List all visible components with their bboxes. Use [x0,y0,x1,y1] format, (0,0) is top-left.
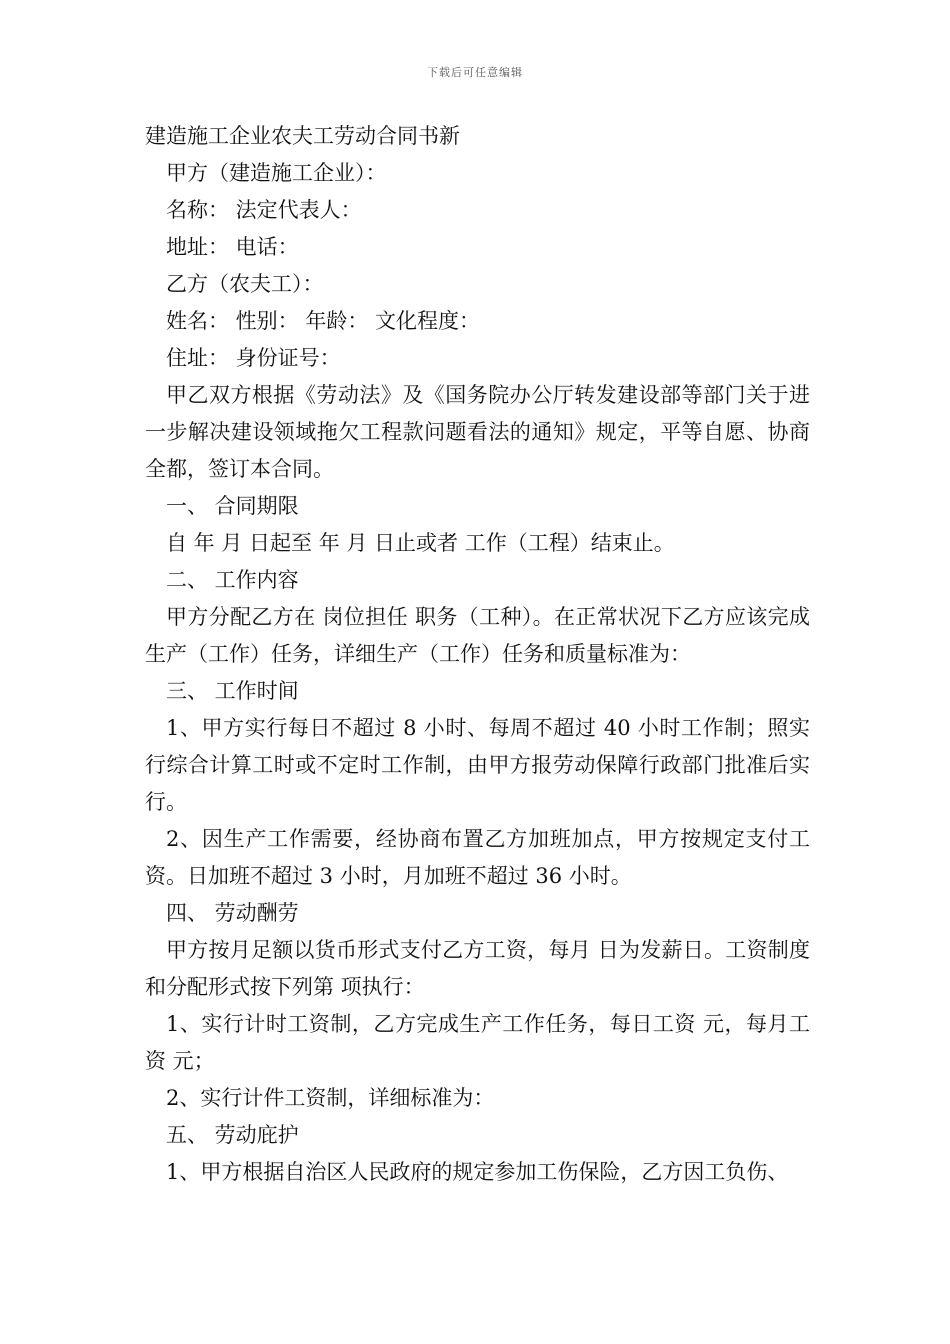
party-a-label: 甲方（建造施工企业）： [166,161,387,185]
section-3-heading: 三、 工作时间 [166,679,299,703]
section-1-heading: 一、 合同期限 [166,494,299,518]
section-4-text: 甲方按月足额以货币形式支付乙方工资，每月 日为发薪日。工资制度和分配形式按下列第 项执行： [145,938,810,999]
party-a-address-line: 地址： 电话： [166,235,299,259]
party-b-info-line: 姓名： 性别： 年龄： 文化程度： [166,309,481,333]
section-4-item-1: 1、实行计时工资制，乙方完成生产工作任务，每日工资 元，每月工资 元； [145,1012,810,1073]
intro-paragraph: 甲乙双方根据《劳动法》及《国务院办公厅转发建设部等部门关于进一步解决建设领域拖欠工程款问题看法的通知》规定，平等自愿、协商全都，签订本合同。 [145,383,810,481]
section-4-heading: 四、 劳动酬劳 [166,901,299,925]
section-3-item-1: 1、甲方实行每日不超过 8 小时、每周不超过 40 小时工作制；照实行综合计算工时或不定时工作制，由甲方报劳动保障行政部门批准后实行。 [145,716,810,814]
section-5-item-1: 1、甲方根据自治区人民政府的规定参加工伤保险，乙方因工负伤、 [166,1160,789,1184]
document-body [145,117,810,1191]
section-3-item-2: 2、因生产工作需要，经协商布置乙方加班加点，甲方按规定支付工资。日加班不超过 3 小时，月加班不超过 36 小时。 [145,827,810,888]
section-4-item-2: 2、实行计件工资制，详细标准为： [166,1086,495,1110]
party-b-label: 乙方（农夫工）： [166,272,324,296]
section-2-heading: 二、 工作内容 [166,568,299,592]
party-a-name-line: 名称： 法定代表人： [166,198,362,222]
document-title: 建造施工企业农夫工劳动合同书新 [145,124,460,148]
header-note: 下载后可任意编辑 [427,66,523,79]
section-5-heading: 五、 劳动庇护 [166,1123,299,1147]
section-1-text: 自 年 月 日起至 年 月 日止或者 工作（工程）结束止。 [166,531,675,555]
section-2-text: 甲方分配乙方在 岗位担任 职务（工种）。在正常状况下乙方应该完成生产（工作）任务，详细生产（工作）任务和质量标准为： [145,605,810,666]
party-b-residence-line: 住址： 身份证号： [166,346,341,370]
